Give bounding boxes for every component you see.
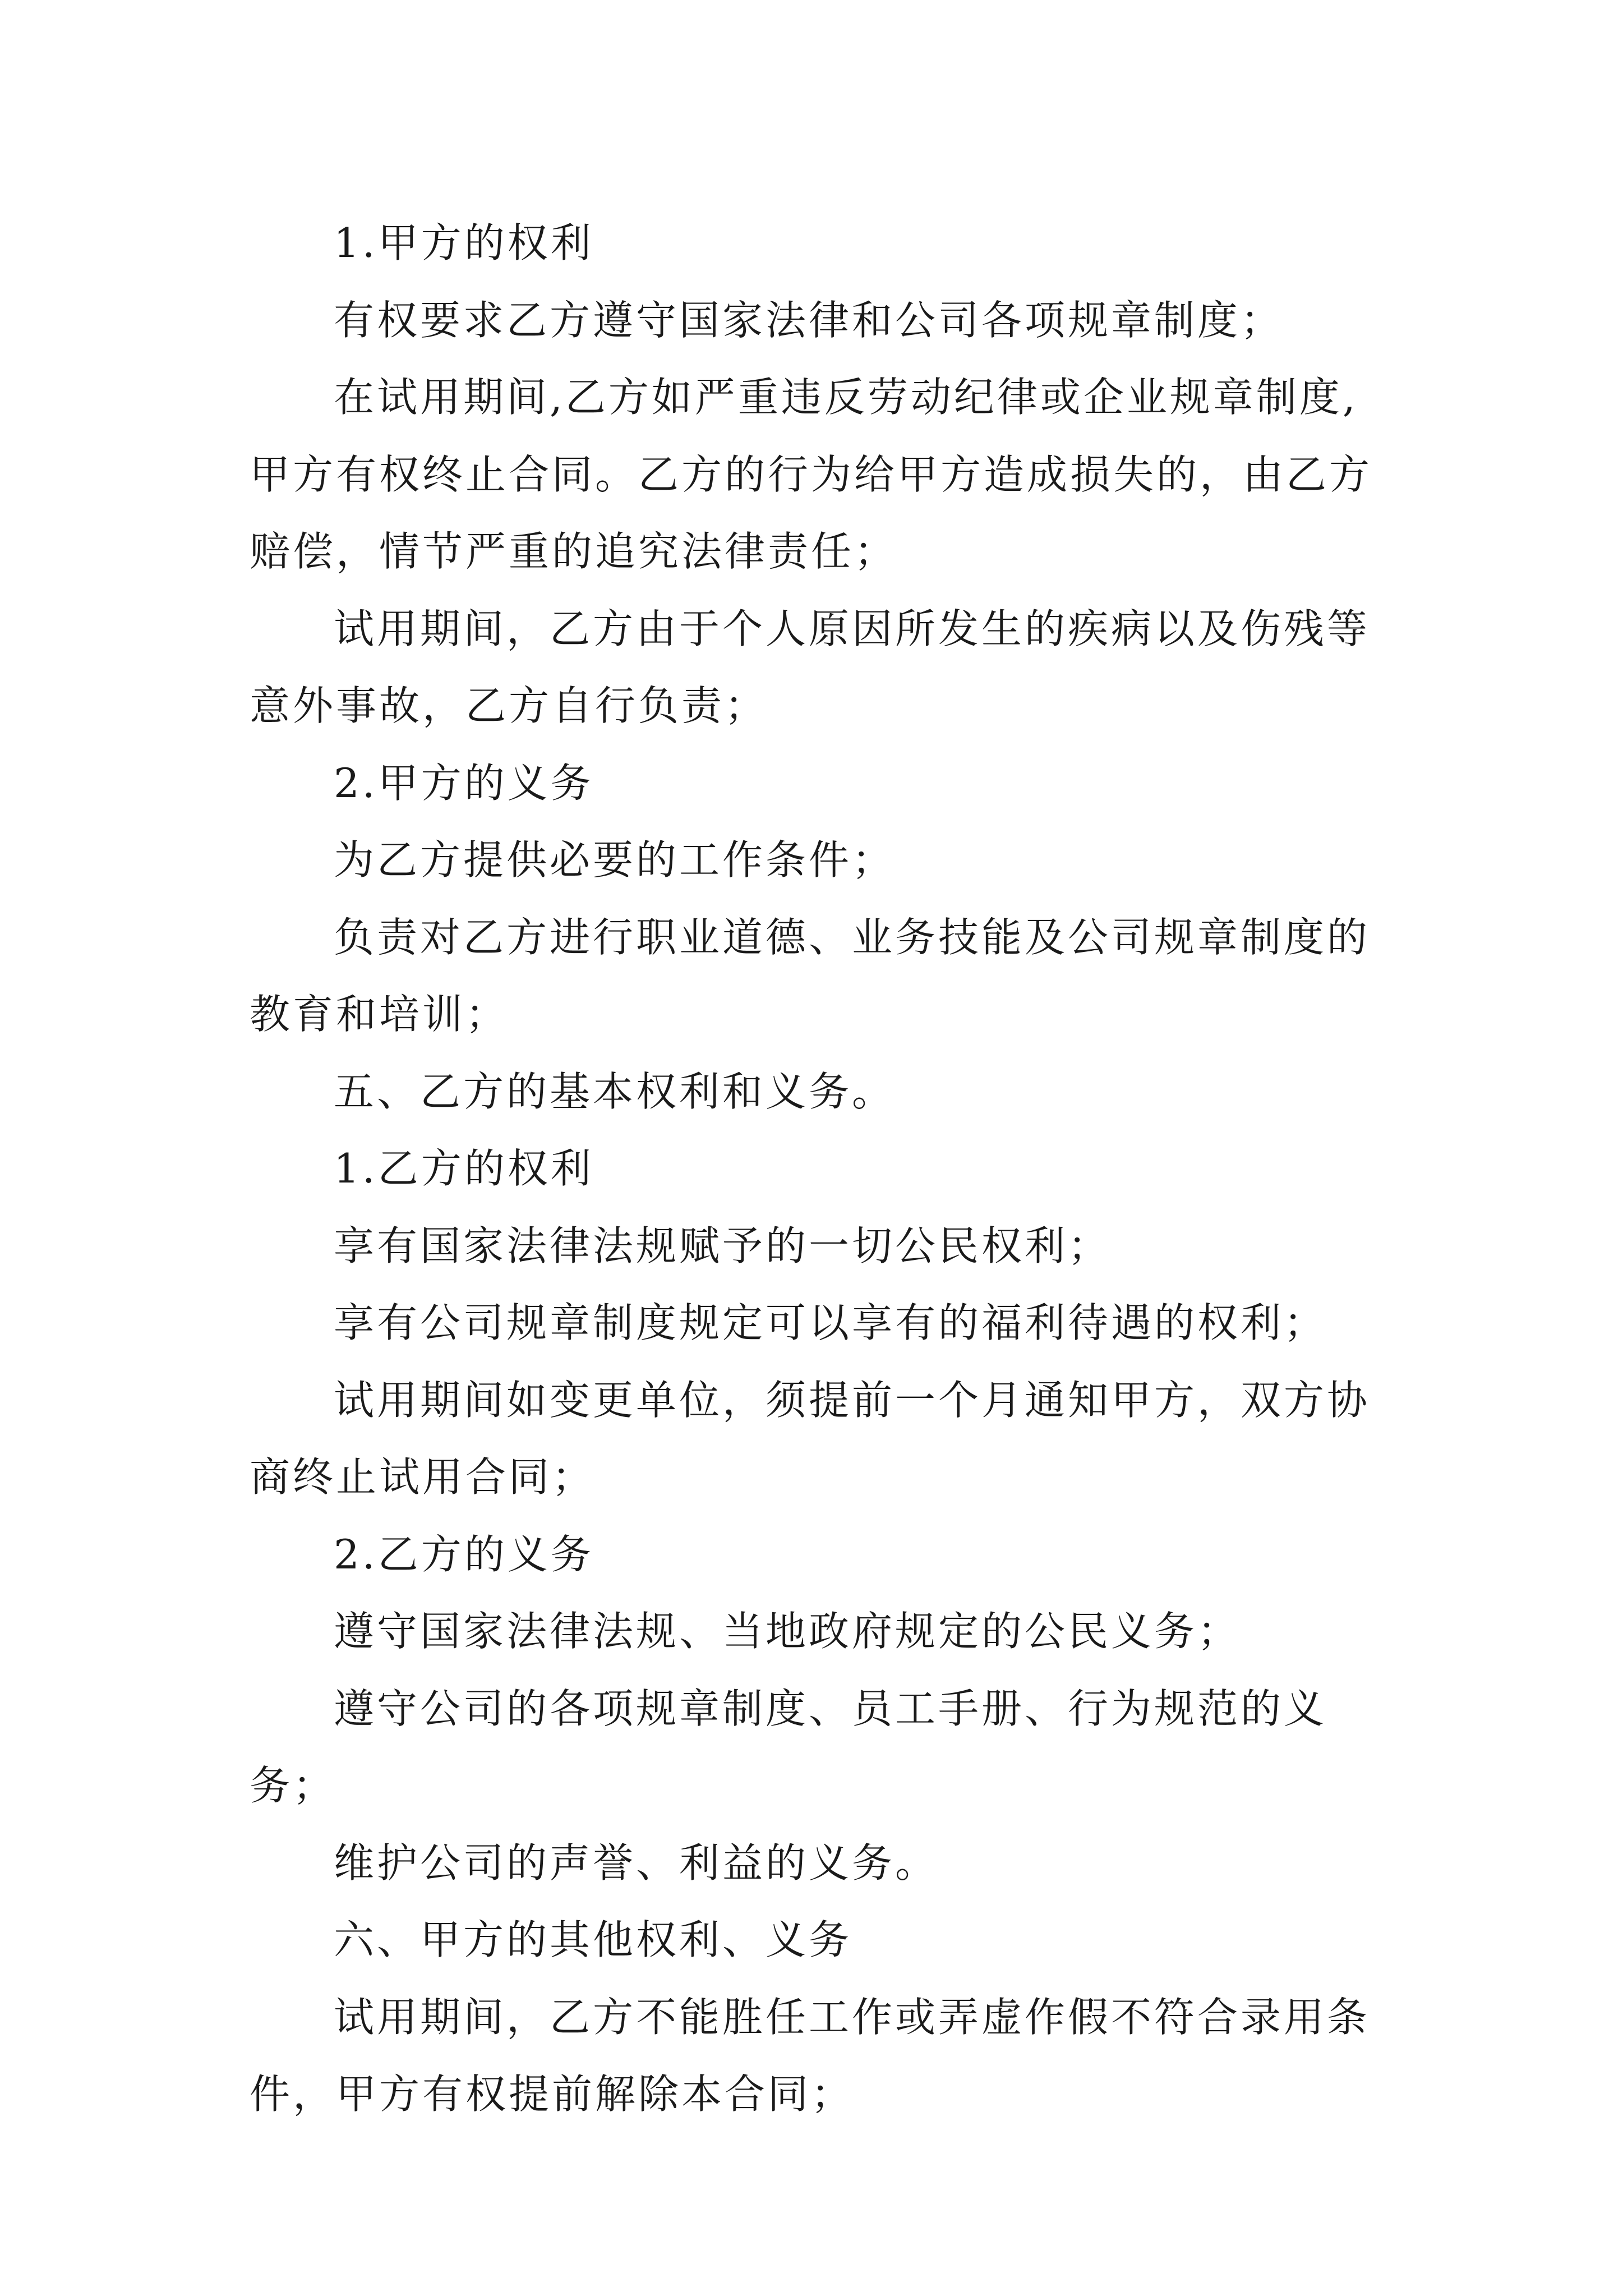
- paragraph-party-a-rights-heading: 1.甲方的权利: [334, 219, 594, 266]
- paragraph: 试用期间，乙方由于个人原因所发生的疾病以及伤残等意外事故，乙方自行负责；: [250, 605, 1371, 729]
- section-heading-5: 五、乙方的基本权利和义务。: [334, 1068, 896, 1115]
- paragraph: 有权要求乙方遵守国家法律和公司各项规章制度；: [334, 296, 1284, 344]
- paragraph: 负责对乙方进行职业道德、业务技能及公司规章制度的教育和培训；: [250, 913, 1371, 1038]
- paragraph: 享有国家法律法规赋予的一切公民权利；: [334, 1222, 1112, 1269]
- paragraph: 享有公司规章制度规定可以享有的福利待遇的权利；: [334, 1299, 1327, 1346]
- document-body: [250, 205, 1399, 2133]
- paragraph: 试用期间，乙方不能胜任工作或弄虚作假不符合录用条件，甲方有权提前解除本合同；: [250, 1993, 1371, 2118]
- paragraph: 试用期间如变更单位，须提前一个月通知甲方，双方协商终止试用合同；: [250, 1376, 1371, 1501]
- paragraph-party-b-duties-heading: 2.乙方的义务: [334, 1530, 594, 1578]
- section-heading-6: 六、甲方的其他权利、义务: [334, 1916, 852, 1963]
- paragraph: 在试用期间,乙方如严重违反劳动纪律或企业规章制度,甲方有权终止合同。乙方的行为给甲方造成损失的，由乙方赔偿，情节严重的追究法律责任；: [250, 374, 1373, 575]
- paragraph: 遵守公司的各项规章制度、员工手册、行为规范的义务；: [250, 1685, 1327, 1809]
- paragraph-party-a-duties-heading: 2.甲方的义务: [334, 759, 594, 807]
- paragraph: 为乙方提供必要的工作条件；: [334, 836, 896, 884]
- paragraph: 维护公司的声誉、利益的义务。: [334, 1839, 939, 1887]
- paragraph: 遵守国家法律法规、当地政府规定的公民义务；: [334, 1608, 1241, 1655]
- paragraph-party-b-rights-heading: 1.乙方的权利: [334, 1145, 594, 1192]
